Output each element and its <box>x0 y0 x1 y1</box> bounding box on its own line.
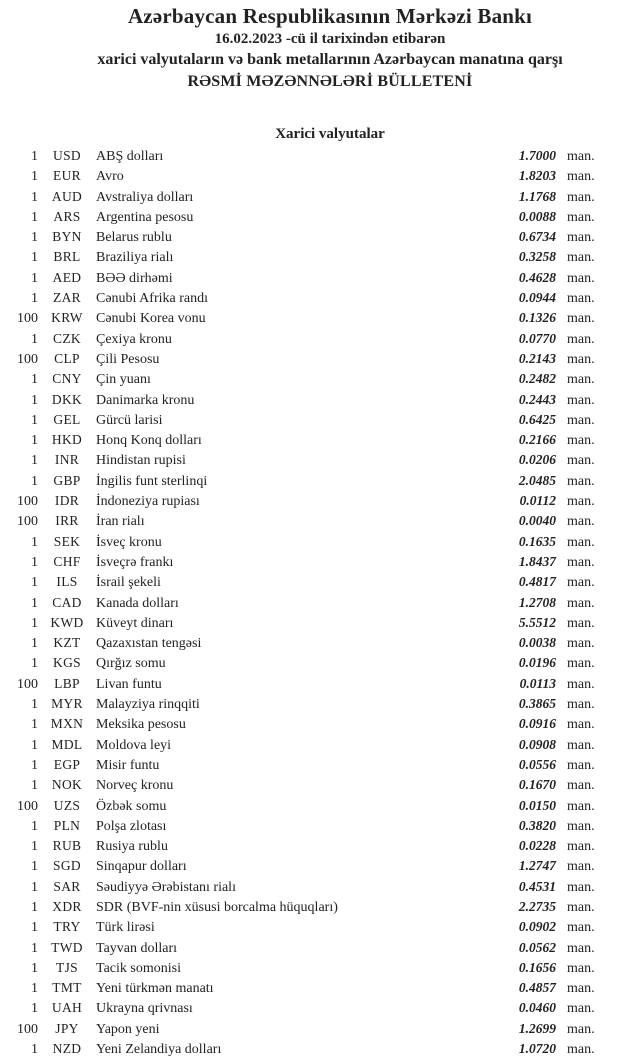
currency-name-cell: Malayziya rinqqiti <box>96 697 200 713</box>
currency-code-cell: INR <box>54 452 80 468</box>
quantity-cell: 1 <box>31 372 38 388</box>
currency-name-cell: Hindistan rupisi <box>96 453 186 469</box>
exchange-rate-row <box>0 938 620 958</box>
currency-code-cell: CAD <box>52 594 82 610</box>
rate-value-cell: 0.6425 <box>518 411 556 427</box>
quantity-cell: 1 <box>31 717 38 733</box>
unit-label-cell: man. <box>567 230 595 246</box>
currency-name-cell: Küveyt dinarı <box>96 615 174 631</box>
currency-name-cell: BƏƏ dirhəmi <box>96 270 173 286</box>
exchange-rate-row <box>0 755 620 775</box>
unit-label-cell: man. <box>567 960 595 976</box>
rate-value-cell: 0.2443 <box>518 391 556 407</box>
currency-name-cell: Kanada dolları <box>96 595 179 611</box>
rate-value-cell: 0.0944 <box>518 290 556 306</box>
quantity-cell: 100 <box>17 311 38 327</box>
exchange-rate-row <box>0 511 620 531</box>
currency-code-cell: EGP <box>53 756 81 772</box>
quantity-cell: 100 <box>17 494 38 510</box>
currency-code-cell: IDR <box>54 493 80 509</box>
currency-name-cell: Misir funtu <box>96 757 160 773</box>
unit-label-cell: man. <box>567 899 595 915</box>
quantity-cell: 1 <box>31 595 38 611</box>
rate-value-cell: 0.0112 <box>519 493 556 509</box>
rate-value-cell: 1.7000 <box>518 148 556 163</box>
currency-code-cell: KZT <box>53 635 81 651</box>
currency-name-cell: Sinqapur dolları <box>96 859 187 875</box>
exchange-rate-row <box>0 735 620 755</box>
unit-label-cell: man. <box>567 433 595 449</box>
currency-name-cell: Moldova leyi <box>96 737 172 753</box>
rate-value-cell: 0.6734 <box>518 229 556 245</box>
unit-label-cell: man. <box>567 595 595 611</box>
quantity-cell: 1 <box>31 656 38 672</box>
currency-code-cell: MXN <box>50 716 84 732</box>
rate-value-cell: 0.1635 <box>518 533 556 549</box>
rate-value-cell: 0.0460 <box>518 1000 556 1016</box>
unit-label-cell: man. <box>567 554 595 570</box>
exchange-rate-row <box>0 958 620 978</box>
quantity-cell: 1 <box>31 291 38 307</box>
unit-label-cell: man. <box>567 392 595 408</box>
currency-name-cell: Norveç kronu <box>96 778 174 794</box>
exchange-rate-row <box>0 532 620 552</box>
exchange-rate-row <box>0 450 620 470</box>
unit-label-cell: man. <box>567 189 595 205</box>
exchange-rate-row <box>0 491 620 511</box>
quantity-cell: 1 <box>31 230 38 246</box>
rate-value-cell: 0.0040 <box>518 513 556 529</box>
currency-code-cell: UAH <box>51 1000 83 1016</box>
exchange-rate-row <box>0 1019 620 1039</box>
exchange-rate-row <box>0 1039 620 1059</box>
quantity-cell: 1 <box>31 940 38 956</box>
exchange-rate-row <box>0 410 620 430</box>
unit-label-cell: man. <box>567 514 595 530</box>
currency-code-cell: TRY <box>53 919 81 935</box>
quantity-cell: 1 <box>31 879 38 895</box>
exchange-rate-row <box>0 369 620 389</box>
exchange-rate-row <box>0 187 620 207</box>
currency-name-cell: Honq Konq dolları <box>96 433 202 449</box>
rate-value-cell: 0.4628 <box>518 269 556 285</box>
currency-code-cell: BRL <box>53 249 81 265</box>
currency-name-cell: Ukrayna qrivnası <box>96 1001 193 1017</box>
bank-title: Azərbaycan Respublikasının Mərkəzi Bankı <box>127 4 533 28</box>
currency-code-cell: MYR <box>51 696 83 712</box>
currency-code-cell: CLP <box>54 350 80 366</box>
rate-value-cell: 0.0196 <box>518 655 556 671</box>
bulletin-header <box>40 0 620 92</box>
currency-code-cell: USD <box>53 148 81 163</box>
quantity-cell: 1 <box>31 250 38 266</box>
exchange-rate-row <box>0 796 620 816</box>
currency-name-cell: Qazaxıstan tengəsi <box>96 636 202 652</box>
unit-label-cell: man. <box>567 676 595 692</box>
unit-label-cell: man. <box>567 169 595 185</box>
currency-code-cell: KRW <box>51 310 83 326</box>
exchange-rate-row <box>0 268 620 288</box>
currency-code-cell: ZAR <box>53 290 81 306</box>
exchange-rate-row <box>0 430 620 450</box>
quantity-cell: 1 <box>31 453 38 469</box>
exchange-rate-row <box>0 877 620 897</box>
rate-value-cell: 1.1768 <box>518 188 556 204</box>
section-title-foreign-currencies: Xarici valyutalar <box>275 126 385 142</box>
quantity-cell: 1 <box>31 392 38 408</box>
currency-name-cell: Qırğız somu <box>96 656 166 672</box>
exchange-rate-row <box>0 227 620 247</box>
quantity-cell: 100 <box>17 514 38 530</box>
currency-code-cell: CNY <box>52 371 82 387</box>
quantity-cell: 1 <box>31 757 38 773</box>
quantity-cell: 1 <box>31 818 38 834</box>
unit-label-cell: man. <box>567 372 595 388</box>
currency-name-cell: Polşa zlotası <box>96 818 167 834</box>
rate-value-cell: 5.5512 <box>518 614 556 630</box>
rate-value-cell: 1.8437 <box>518 553 556 569</box>
rate-value-cell: 0.0088 <box>518 208 556 224</box>
currency-name-cell: Braziliya rialı <box>96 250 174 266</box>
currency-code-cell: TMT <box>52 980 82 996</box>
unit-label-cell: man. <box>567 920 595 936</box>
currency-name-cell: Çili Pesosu <box>96 351 160 367</box>
rate-value-cell: 0.2482 <box>518 371 556 387</box>
quantity-cell: 1 <box>31 1042 38 1058</box>
quantity-cell: 1 <box>31 575 38 591</box>
currency-name-cell: Belarus rublu <box>96 230 172 246</box>
unit-label-cell: man. <box>567 453 595 469</box>
currency-name-cell: Gürcü larisi <box>96 412 163 428</box>
exchange-rate-row <box>0 247 620 267</box>
unit-label-cell: man. <box>567 1042 595 1058</box>
unit-label-cell: man. <box>567 859 595 875</box>
currency-code-cell: KWD <box>50 614 84 630</box>
currency-code-cell: UZS <box>53 797 81 813</box>
currency-code-cell: XDR <box>52 898 82 914</box>
currency-name-cell: Cənubi Korea vonu <box>96 311 206 327</box>
unit-label-cell: man. <box>567 575 595 591</box>
currency-code-cell: MDL <box>51 736 83 752</box>
currency-code-cell: GEL <box>53 411 81 427</box>
currency-name-cell: Səudiyyə Ərəbistanı rialı <box>96 879 236 895</box>
currency-code-cell: NZD <box>52 1041 82 1057</box>
exchange-rate-row <box>0 390 620 410</box>
quantity-cell: 1 <box>31 534 38 550</box>
currency-code-cell: SGD <box>53 858 81 874</box>
unit-label-cell: man. <box>567 697 595 713</box>
exchange-rate-row <box>0 146 620 166</box>
rate-value-cell: 0.3820 <box>518 817 556 833</box>
rate-value-cell: 2.0485 <box>518 472 556 488</box>
quantity-cell: 1 <box>31 697 38 713</box>
quantity-cell: 1 <box>31 169 38 185</box>
currency-code-cell: EUR <box>53 168 81 184</box>
currency-name-cell: Avro <box>96 169 124 185</box>
currency-name-cell: Rusiya rublu <box>96 839 168 855</box>
exchange-rate-row <box>0 633 620 653</box>
rate-value-cell: 0.0908 <box>518 736 556 752</box>
currency-code-cell: NOK <box>51 777 83 793</box>
exchange-rate-row <box>0 998 620 1018</box>
currency-code-cell: TWD <box>51 939 83 955</box>
unit-label-cell: man. <box>567 818 595 834</box>
quantity-cell: 1 <box>31 960 38 976</box>
unit-label-cell: man. <box>567 879 595 895</box>
quantity-cell: 1 <box>31 839 38 855</box>
unit-label-cell: man. <box>567 656 595 672</box>
rate-value-cell: 0.1326 <box>518 310 556 326</box>
quantity-cell: 100 <box>17 1021 38 1037</box>
rate-value-cell: 0.4857 <box>518 980 556 996</box>
currency-code-cell: JPY <box>55 1020 79 1036</box>
exchange-rate-row <box>0 552 620 572</box>
rate-value-cell: 0.0770 <box>518 330 556 346</box>
unit-label-cell: man. <box>567 757 595 773</box>
unit-label-cell: man. <box>567 209 595 225</box>
currency-name-cell: İndoneziya rupiası <box>96 494 200 510</box>
quantity-cell: 1 <box>31 920 38 936</box>
rate-value-cell: 0.0228 <box>518 838 556 854</box>
quantity-cell: 1 <box>31 636 38 652</box>
exchange-rate-row <box>0 836 620 856</box>
quantity-cell: 1 <box>31 433 38 449</box>
quantity-cell: 1 <box>31 615 38 631</box>
currency-code-cell: BYN <box>52 229 82 245</box>
exchange-rate-row <box>0 308 620 328</box>
quantity-cell: 1 <box>31 737 38 753</box>
unit-label-cell: man. <box>567 351 595 367</box>
quantity-cell: 1 <box>31 778 38 794</box>
quantity-cell: 1 <box>31 331 38 347</box>
currency-code-cell: CZK <box>53 330 81 346</box>
exchange-rate-row <box>0 897 620 917</box>
unit-label-cell: man. <box>567 798 595 814</box>
rate-value-cell: 1.8203 <box>518 168 556 184</box>
exchange-rate-row <box>0 329 620 349</box>
exchange-rate-row <box>0 816 620 836</box>
exchange-rate-row <box>0 674 620 694</box>
rate-value-cell: 0.0038 <box>518 635 556 651</box>
quantity-cell: 1 <box>31 209 38 225</box>
rate-value-cell: 0.4531 <box>518 878 556 894</box>
currency-code-cell: PLN <box>53 817 81 833</box>
currency-name-cell: İsrail şekeli <box>96 575 161 591</box>
exchange-rate-row <box>0 166 620 186</box>
currency-code-cell: TJS <box>56 959 78 975</box>
currency-name-cell: Tacik somonisi <box>96 960 181 976</box>
quantity-cell: 1 <box>31 859 38 875</box>
unit-label-cell: man. <box>567 331 595 347</box>
currency-name-cell: İsveç kronu <box>96 534 162 550</box>
unit-label-cell: man. <box>567 778 595 794</box>
bulletin-name: RƏSMİ MƏZƏNNƏLƏRİ BÜLLETENİ <box>187 73 473 90</box>
exchange-rate-row <box>0 856 620 876</box>
exchange-rate-row <box>0 714 620 734</box>
unit-label-cell: man. <box>567 1021 595 1037</box>
quantity-cell: 1 <box>31 149 38 164</box>
currency-name-cell: Türk lirəsi <box>96 920 155 936</box>
currency-code-cell: KGS <box>53 655 81 671</box>
unit-label-cell: man. <box>567 291 595 307</box>
currency-code-cell: LBP <box>54 675 80 691</box>
exchange-rate-row <box>0 288 620 308</box>
effective-date-line: 16.02.2023 -cü il tarixindən etibarən <box>214 31 446 47</box>
unit-label-cell: man. <box>567 149 595 164</box>
currency-name-cell: ABŞ dolları <box>96 149 164 164</box>
currency-code-cell: ILS <box>56 574 78 590</box>
rate-value-cell: 0.1670 <box>518 777 556 793</box>
rate-value-cell: 1.0720 <box>518 1041 556 1057</box>
quantity-cell: 100 <box>17 351 38 367</box>
unit-label-cell: man. <box>567 981 595 997</box>
unit-label-cell: man. <box>567 737 595 753</box>
quantity-cell: 1 <box>31 899 38 915</box>
quantity-cell: 1 <box>31 189 38 205</box>
currency-name-cell: Cənubi Afrika randı <box>96 291 208 307</box>
quantity-cell: 1 <box>31 270 38 286</box>
unit-label-cell: man. <box>567 636 595 652</box>
currency-code-cell: HKD <box>51 432 83 448</box>
currency-name-cell: Yeni türkmən manatı <box>96 981 214 997</box>
currency-name-cell: Livan funtu <box>96 676 162 692</box>
rate-value-cell: 1.2708 <box>518 594 556 610</box>
rate-value-cell: 0.2166 <box>518 432 556 448</box>
exchange-rate-row <box>0 917 620 937</box>
rate-value-cell: 0.3865 <box>518 696 556 712</box>
currency-name-cell: Danimarka kronu <box>96 392 195 408</box>
currency-code-cell: RUB <box>52 838 82 854</box>
unit-label-cell: man. <box>567 940 595 956</box>
rate-value-cell: 0.3258 <box>518 249 556 265</box>
currency-name-cell: SDR (BVF-nin xüsusi borcalma hüquqları) <box>96 899 338 915</box>
currency-name-cell: İran rialı <box>96 514 145 530</box>
currency-name-cell: Yeni Zelandiya dolları <box>96 1042 222 1058</box>
rate-value-cell: 0.0562 <box>518 939 556 955</box>
currency-code-cell: GBP <box>53 472 81 488</box>
quantity-cell: 1 <box>31 554 38 570</box>
quantity-cell: 1 <box>31 473 38 489</box>
currency-name-cell: Özbək somu <box>96 798 167 814</box>
quantity-cell: 1 <box>31 981 38 997</box>
unit-label-cell: man. <box>567 250 595 266</box>
rate-value-cell: 0.2143 <box>518 350 556 366</box>
bulletin-subtitle: xarici valyutaların və bank metallarının Azərbaycan manatına qarşı <box>97 51 563 68</box>
exchange-rates-table <box>0 146 620 1059</box>
currency-name-cell: İsveçrə frankı <box>96 554 174 570</box>
unit-label-cell: man. <box>567 717 595 733</box>
rate-value-cell: 0.1656 <box>518 959 556 975</box>
unit-label-cell: man. <box>567 839 595 855</box>
quantity-cell: 100 <box>17 676 38 692</box>
quantity-cell: 1 <box>31 1001 38 1017</box>
quantity-cell: 100 <box>17 798 38 814</box>
currency-code-cell: AED <box>52 269 82 285</box>
unit-label-cell: man. <box>567 270 595 286</box>
unit-label-cell: man. <box>567 1001 595 1017</box>
currency-code-cell: AUD <box>51 188 83 204</box>
currency-code-cell: SEK <box>53 533 81 549</box>
currency-name-cell: İngilis funt sterlinqi <box>96 473 208 489</box>
currency-name-cell: Çin yuanı <box>96 372 151 388</box>
exchange-rate-row <box>0 978 620 998</box>
rate-value-cell: 0.0902 <box>518 919 556 935</box>
exchange-rate-row <box>0 471 620 491</box>
currency-name-cell: Yapon yeni <box>96 1021 160 1037</box>
unit-label-cell: man. <box>567 615 595 631</box>
exchange-rate-row <box>0 694 620 714</box>
exchange-rate-row <box>0 775 620 795</box>
currency-name-cell: Meksika pesosu <box>96 717 186 733</box>
rate-value-cell: 0.0556 <box>518 756 556 772</box>
rate-value-cell: 0.0916 <box>518 716 556 732</box>
currency-name-cell: Tayvan dolları <box>96 940 178 956</box>
currency-code-cell: DKK <box>51 391 83 407</box>
rate-value-cell: 1.2747 <box>518 858 556 874</box>
rate-value-cell: 0.4817 <box>518 574 556 590</box>
exchange-rate-row <box>0 593 620 613</box>
rate-value-cell: 0.0206 <box>518 452 556 468</box>
unit-label-cell: man. <box>567 494 595 510</box>
exchange-rate-row <box>0 207 620 227</box>
currency-name-cell: Argentina pesosu <box>96 209 194 225</box>
currency-code-cell: IRR <box>55 513 79 529</box>
unit-label-cell: man. <box>567 412 595 428</box>
currency-code-cell: ARS <box>53 208 81 224</box>
exchange-rate-row <box>0 653 620 673</box>
exchange-rate-row <box>0 349 620 369</box>
exchange-rate-row <box>0 613 620 633</box>
unit-label-cell: man. <box>567 534 595 550</box>
rate-value-cell: 0.0150 <box>518 797 556 813</box>
currency-code-cell: SAR <box>53 878 81 894</box>
rate-value-cell: 1.2699 <box>518 1020 556 1036</box>
currency-name-cell: Çexiya kronu <box>96 331 172 347</box>
unit-label-cell: man. <box>567 473 595 489</box>
currency-code-cell: CHF <box>53 553 81 569</box>
currency-name-cell: Avstraliya dolları <box>96 189 194 205</box>
rate-value-cell: 2.2735 <box>518 898 556 914</box>
exchange-rate-row <box>0 572 620 592</box>
unit-label-cell: man. <box>567 311 595 327</box>
quantity-cell: 1 <box>31 412 38 428</box>
rate-value-cell: 0.0113 <box>519 675 556 691</box>
